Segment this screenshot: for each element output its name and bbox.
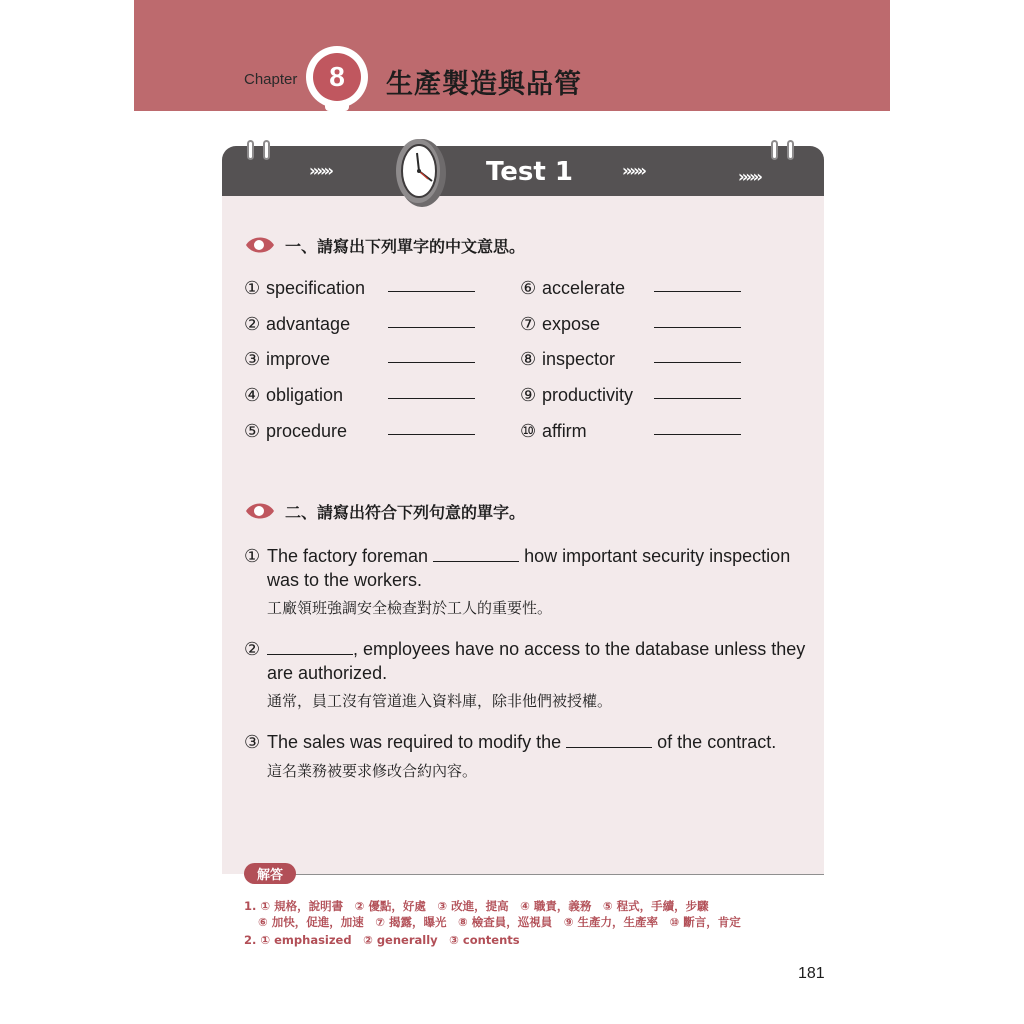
- section-2-heading: [244, 499, 525, 523]
- answer-label: 解答: [244, 863, 296, 884]
- vocab-item: [520, 421, 587, 442]
- vocab-item: [520, 314, 600, 335]
- chevrons-icon: »»»: [622, 161, 645, 180]
- eye-bullet-icon: [244, 233, 276, 257]
- vocab-item: [520, 385, 633, 406]
- vocab-word: expose: [542, 314, 601, 334]
- item-number: ⑧: [520, 349, 537, 369]
- item-number: ⑩: [520, 421, 537, 441]
- item-number: ①: [244, 546, 261, 566]
- section-2-title: 二、請寫出符合下列句意的單字。: [285, 502, 526, 522]
- vocab-word: accelerate: [542, 278, 626, 298]
- item-number: ③: [244, 349, 261, 369]
- answer-blank: [267, 639, 353, 655]
- answer-line: [654, 434, 741, 435]
- answer-line: [654, 327, 741, 328]
- answer-divider: [244, 874, 824, 875]
- sentence-translation: 工廠領班強調安全檢查對於工人的重要性。: [267, 599, 553, 617]
- vocab-word: improve: [266, 349, 331, 369]
- sentence-item: [244, 544, 804, 624]
- vocab-item: [244, 421, 347, 442]
- binder-ring-icon: [263, 140, 270, 160]
- item-number: ②: [244, 314, 261, 334]
- vocab-item: [244, 385, 343, 406]
- vocab-word: affirm: [542, 421, 587, 441]
- sentence-text: The factory foreman: [267, 546, 434, 566]
- binder-ring-icon: [771, 140, 778, 160]
- test-title: Test 1: [486, 157, 573, 187]
- answer-blank: [433, 546, 519, 562]
- sentence-item: [244, 637, 804, 717]
- vocab-word: procedure: [266, 421, 348, 441]
- vocab-item: [244, 278, 365, 299]
- vocab-item: [244, 314, 350, 335]
- vocab-word: productivity: [542, 385, 634, 405]
- chapter-badge: [306, 46, 368, 108]
- clock-icon: [391, 133, 449, 211]
- sentence-text: , employees have no access to the database unless they are authorized.: [267, 639, 806, 683]
- sentence-english: [267, 637, 807, 685]
- answer-line: [388, 327, 475, 328]
- sentence-text: how important security inspection was to the workers.: [267, 546, 791, 590]
- item-number: ⑦: [520, 314, 537, 334]
- vocab-word: specification: [266, 278, 366, 298]
- answer-line: [388, 398, 475, 399]
- chapter-label: Chapter: [244, 71, 298, 88]
- sentence-translation: 這名業務被要求修改合約內容。: [267, 762, 478, 780]
- sentence-english: [267, 544, 807, 592]
- vocab-word: advantage: [266, 314, 351, 334]
- answer-line: [388, 362, 475, 363]
- item-number: ①: [244, 278, 261, 298]
- sentence-text: The sales was required to modify the: [267, 732, 567, 752]
- answer-line: [388, 291, 475, 292]
- vocab-word: obligation: [266, 385, 344, 405]
- binder-ring-icon: [787, 140, 794, 160]
- sentence-item: [244, 730, 804, 790]
- chevrons-icon: »»»: [738, 167, 761, 186]
- eye-bullet-icon: [244, 499, 276, 523]
- vocab-word: inspector: [542, 349, 616, 369]
- vocab-item: [520, 349, 615, 370]
- vocab-item: [244, 349, 330, 370]
- answer-line: [654, 291, 741, 292]
- item-number: ⑤: [244, 421, 261, 441]
- section-1-title: 一、請寫出下列單字的中文意思。: [285, 236, 526, 256]
- chapter-title: 生產製造與品管: [386, 69, 582, 100]
- answer-line-1: 1. ① 規格，說明書 ② 優點，好處 ③ 改進，提高 ④ 職責，義務 ⑤ 程式，手續，步驟: [244, 899, 709, 913]
- answer-line: [654, 398, 741, 399]
- page-number: 181: [798, 965, 825, 982]
- answer-line-3: 2. ① emphasized ② generally ③ contents: [244, 933, 520, 947]
- chapter-number: 8: [313, 53, 361, 101]
- item-number: ⑨: [520, 385, 537, 405]
- item-number: ④: [244, 385, 261, 405]
- binder-ring-icon: [247, 140, 254, 160]
- answer-line: [654, 362, 741, 363]
- chevrons-icon: »»»: [309, 161, 332, 180]
- sentence-translation: 通常，員工沒有管道進入資料庫，除非他們被授權。: [267, 692, 613, 710]
- vocab-item: [520, 278, 625, 299]
- answer-line-2: ⑥ 加快，促進，加速 ⑦ 揭露，曝光 ⑧ 檢查員，巡視員 ⑨ 生產力，生產率 ⑩ 斷言，肯定: [258, 915, 741, 929]
- section-1-heading: [244, 233, 525, 257]
- item-number: ⑥: [520, 278, 537, 298]
- sentence-text: of the contract.: [652, 732, 777, 752]
- sentence-english: [267, 730, 807, 754]
- item-number: ②: [244, 639, 261, 659]
- item-number: ③: [244, 732, 261, 752]
- answer-blank: [566, 732, 652, 748]
- answer-line: [388, 434, 475, 435]
